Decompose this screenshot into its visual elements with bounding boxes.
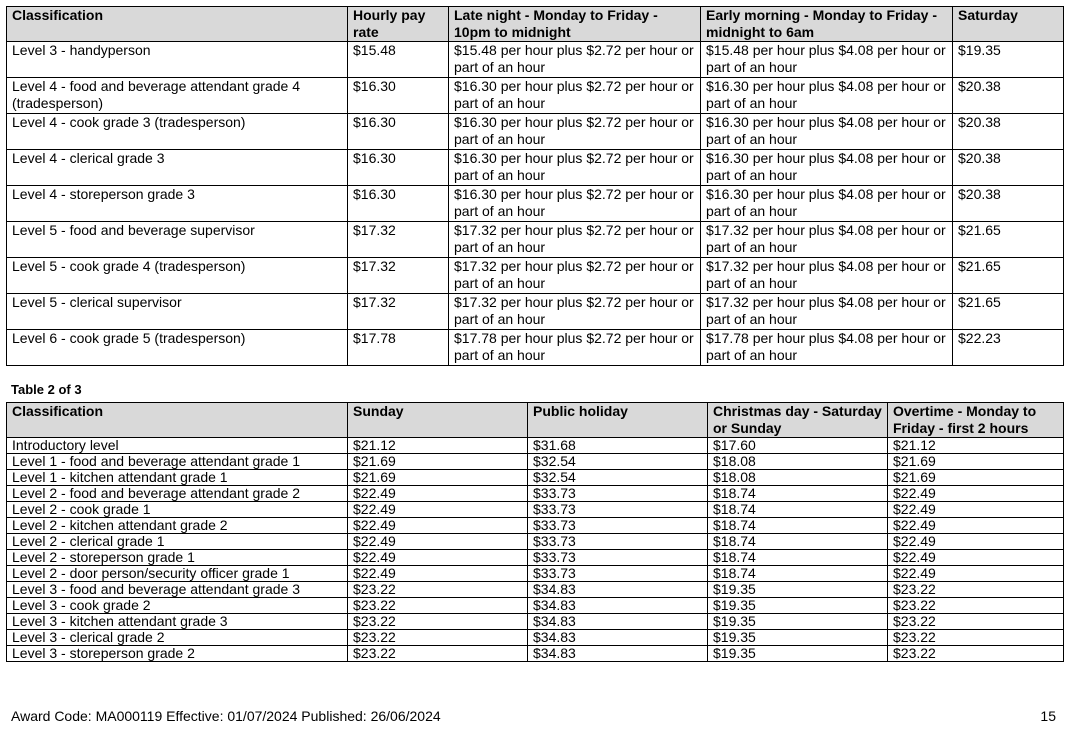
- table-cell: Level 3 - food and beverage attendant grade 3: [7, 582, 348, 598]
- table-cell: $34.83: [528, 630, 708, 646]
- table-cell: Level 2 - storeperson grade 1: [7, 550, 348, 566]
- table-cell: $22.49: [348, 518, 528, 534]
- table-cell: Level 1 - food and beverage attendant grade 1: [7, 454, 348, 470]
- table-cell: $17.78 per hour plus $4.08 per hour or part of an hour: [701, 330, 953, 366]
- table-cell: Level 5 - food and beverage supervisor: [7, 222, 348, 258]
- table-cell: $34.83: [528, 582, 708, 598]
- table-header-row: [7, 7, 1064, 42]
- table-cell: $18.08: [708, 470, 888, 486]
- table-cell: $17.32 per hour plus $4.08 per hour or part of an hour: [701, 258, 953, 294]
- table-cell: Level 4 - food and beverage attendant grade 4 (tradesperson): [7, 78, 348, 114]
- table-cell: $22.49: [888, 566, 1064, 582]
- table-cell: $22.49: [888, 550, 1064, 566]
- table-cell: $22.49: [888, 486, 1064, 502]
- table-cell: $17.32 per hour plus $2.72 per hour or part of an hour: [449, 294, 701, 330]
- table-cell: $22.23: [953, 330, 1064, 366]
- table-cell: $17.32: [348, 222, 449, 258]
- table-cell: $17.32: [348, 294, 449, 330]
- table-row: [7, 438, 1064, 454]
- table-cell: $16.30 per hour plus $4.08 per hour or part of an hour: [701, 150, 953, 186]
- table-caption: Table 2 of 3: [11, 382, 82, 397]
- table-cell: $33.73: [528, 566, 708, 582]
- header-public-holiday: Public holiday: [528, 403, 708, 438]
- table-row: [7, 502, 1064, 518]
- table-cell: Introductory level: [7, 438, 348, 454]
- table-body: [7, 438, 1064, 662]
- page-number: 15: [1040, 708, 1056, 724]
- table-cell: Level 3 - storeperson grade 2: [7, 646, 348, 662]
- table-row: [7, 470, 1064, 486]
- table-row: [7, 518, 1064, 534]
- table-cell: $23.22: [888, 630, 1064, 646]
- table-cell: $19.35: [708, 598, 888, 614]
- table-cell: $22.49: [348, 502, 528, 518]
- table-row: [7, 534, 1064, 550]
- table-cell: Level 6 - cook grade 5 (tradesperson): [7, 330, 348, 366]
- table-cell: $23.22: [888, 614, 1064, 630]
- table-body: [7, 42, 1064, 366]
- table-row: [7, 582, 1064, 598]
- table-cell: $15.48 per hour plus $2.72 per hour or part of an hour: [449, 42, 701, 78]
- table-cell: $20.38: [953, 150, 1064, 186]
- table-cell: $32.54: [528, 454, 708, 470]
- table-row: [7, 614, 1064, 630]
- table-row: [7, 550, 1064, 566]
- table-cell: $23.22: [888, 646, 1064, 662]
- table-cell: $19.35: [708, 614, 888, 630]
- header-overtime: Overtime - Monday to Friday - first 2 hours: [888, 403, 1064, 438]
- table-cell: Level 4 - clerical grade 3: [7, 150, 348, 186]
- table-cell: $34.83: [528, 614, 708, 630]
- table-cell: $17.60: [708, 438, 888, 454]
- table-cell: Level 5 - cook grade 4 (tradesperson): [7, 258, 348, 294]
- table-row: [7, 646, 1064, 662]
- table-cell: $23.22: [348, 598, 528, 614]
- table-cell: $17.32 per hour plus $4.08 per hour or part of an hour: [701, 294, 953, 330]
- table-cell: $22.49: [348, 534, 528, 550]
- table-cell: $16.30 per hour plus $4.08 per hour or part of an hour: [701, 186, 953, 222]
- table-row: [7, 330, 1064, 366]
- table-cell: $22.49: [348, 486, 528, 502]
- table-cell: $34.83: [528, 598, 708, 614]
- table-header-row: [7, 403, 1064, 438]
- table-cell: $18.74: [708, 486, 888, 502]
- table-cell: $20.38: [953, 78, 1064, 114]
- table-cell: $21.65: [953, 222, 1064, 258]
- table-cell: Level 5 - clerical supervisor: [7, 294, 348, 330]
- table-cell: Level 2 - door person/security officer grade 1: [7, 566, 348, 582]
- table-cell: $16.30: [348, 78, 449, 114]
- table-row: [7, 294, 1064, 330]
- header-sunday: Sunday: [348, 403, 528, 438]
- table-row: [7, 150, 1064, 186]
- table-cell: $16.30 per hour plus $4.08 per hour or part of an hour: [701, 78, 953, 114]
- table-cell: Level 2 - food and beverage attendant grade 2: [7, 486, 348, 502]
- table-row: [7, 222, 1064, 258]
- table-cell: $18.74: [708, 502, 888, 518]
- table-cell: $23.22: [888, 598, 1064, 614]
- table-cell: $22.49: [888, 534, 1064, 550]
- table-cell: $19.35: [708, 582, 888, 598]
- table-cell: $33.73: [528, 486, 708, 502]
- table-cell: Level 4 - storeperson grade 3: [7, 186, 348, 222]
- table-cell: $23.22: [888, 582, 1064, 598]
- table-cell: $22.49: [348, 550, 528, 566]
- table-cell: $18.74: [708, 534, 888, 550]
- table-cell: Level 3 - clerical grade 2: [7, 630, 348, 646]
- header-early-morning: Early morning - Monday to Friday - midnight to 6am: [701, 7, 953, 42]
- table-cell: $19.35: [708, 646, 888, 662]
- pay-rates-table-2: [6, 402, 1064, 662]
- table-cell: $21.65: [953, 258, 1064, 294]
- table-cell: Level 1 - kitchen attendant grade 1: [7, 470, 348, 486]
- table-cell: $33.73: [528, 550, 708, 566]
- table-cell: $18.08: [708, 454, 888, 470]
- table-cell: $19.35: [953, 42, 1064, 78]
- award-footer: Award Code: MA000119 Effective: 01/07/2024 Published: 26/06/2024: [11, 708, 441, 724]
- header-hourly-pay-rate: Hourly pay rate: [348, 7, 449, 42]
- table-cell: Level 2 - cook grade 1: [7, 502, 348, 518]
- table-cell: $18.74: [708, 550, 888, 566]
- table-cell: $22.49: [888, 518, 1064, 534]
- table-cell: Level 3 - handyperson: [7, 42, 348, 78]
- table-cell: $34.83: [528, 646, 708, 662]
- table-cell: $21.69: [348, 470, 528, 486]
- header-classification: Classification: [7, 403, 348, 438]
- table-cell: $21.69: [348, 454, 528, 470]
- table-cell: $21.69: [888, 470, 1064, 486]
- table-cell: $15.48 per hour plus $4.08 per hour or part of an hour: [701, 42, 953, 78]
- table-cell: $16.30 per hour plus $2.72 per hour or part of an hour: [449, 114, 701, 150]
- pay-rates-table-1: [6, 6, 1064, 366]
- table-cell: $17.78 per hour plus $2.72 per hour or part of an hour: [449, 330, 701, 366]
- table-cell: $16.30 per hour plus $2.72 per hour or part of an hour: [449, 150, 701, 186]
- table-cell: $31.68: [528, 438, 708, 454]
- table-cell: $32.54: [528, 470, 708, 486]
- table-cell: $16.30 per hour plus $4.08 per hour or part of an hour: [701, 114, 953, 150]
- table-cell: $17.78: [348, 330, 449, 366]
- table-cell: $21.12: [888, 438, 1064, 454]
- table-row: [7, 454, 1064, 470]
- table-cell: $16.30 per hour plus $2.72 per hour or part of an hour: [449, 78, 701, 114]
- table-cell: Level 3 - kitchen attendant grade 3: [7, 614, 348, 630]
- table-row: [7, 42, 1064, 78]
- table-cell: $16.30: [348, 186, 449, 222]
- table-cell: $20.38: [953, 114, 1064, 150]
- header-christmas-day: Christmas day - Saturday or Sunday: [708, 403, 888, 438]
- table-cell: $21.12: [348, 438, 528, 454]
- table-cell: $33.73: [528, 518, 708, 534]
- table-cell: $15.48: [348, 42, 449, 78]
- table-cell: Level 2 - kitchen attendant grade 2: [7, 518, 348, 534]
- table-cell: Level 2 - clerical grade 1: [7, 534, 348, 550]
- table-cell: $19.35: [708, 630, 888, 646]
- table-cell: $20.38: [953, 186, 1064, 222]
- table-cell: $18.74: [708, 518, 888, 534]
- table-row: [7, 114, 1064, 150]
- table-cell: $23.22: [348, 630, 528, 646]
- table-cell: $33.73: [528, 502, 708, 518]
- table-cell: $23.22: [348, 582, 528, 598]
- table-row: [7, 78, 1064, 114]
- table-cell: $33.73: [528, 534, 708, 550]
- table-cell: $16.30: [348, 150, 449, 186]
- table-cell: $23.22: [348, 646, 528, 662]
- table-row: [7, 598, 1064, 614]
- table-cell: $21.69: [888, 454, 1064, 470]
- header-saturday: Saturday: [953, 7, 1064, 42]
- header-classification: Classification: [7, 7, 348, 42]
- table-row: [7, 258, 1064, 294]
- table-row: [7, 566, 1064, 582]
- table-cell: $22.49: [348, 566, 528, 582]
- table-cell: $17.32 per hour plus $4.08 per hour or part of an hour: [701, 222, 953, 258]
- table-row: [7, 186, 1064, 222]
- table-cell: Level 4 - cook grade 3 (tradesperson): [7, 114, 348, 150]
- table-cell: $23.22: [348, 614, 528, 630]
- table-row: [7, 630, 1064, 646]
- header-late-night: Late night - Monday to Friday - 10pm to midnight: [449, 7, 701, 42]
- table-cell: $17.32: [348, 258, 449, 294]
- table-row: [7, 486, 1064, 502]
- table-cell: $18.74: [708, 566, 888, 582]
- table-cell: $16.30 per hour plus $2.72 per hour or part of an hour: [449, 186, 701, 222]
- table-cell: $21.65: [953, 294, 1064, 330]
- table-cell: $16.30: [348, 114, 449, 150]
- table-cell: Level 3 - cook grade 2: [7, 598, 348, 614]
- table-cell: $22.49: [888, 502, 1064, 518]
- table-cell: $17.32 per hour plus $2.72 per hour or part of an hour: [449, 222, 701, 258]
- table-cell: $17.32 per hour plus $2.72 per hour or part of an hour: [449, 258, 701, 294]
